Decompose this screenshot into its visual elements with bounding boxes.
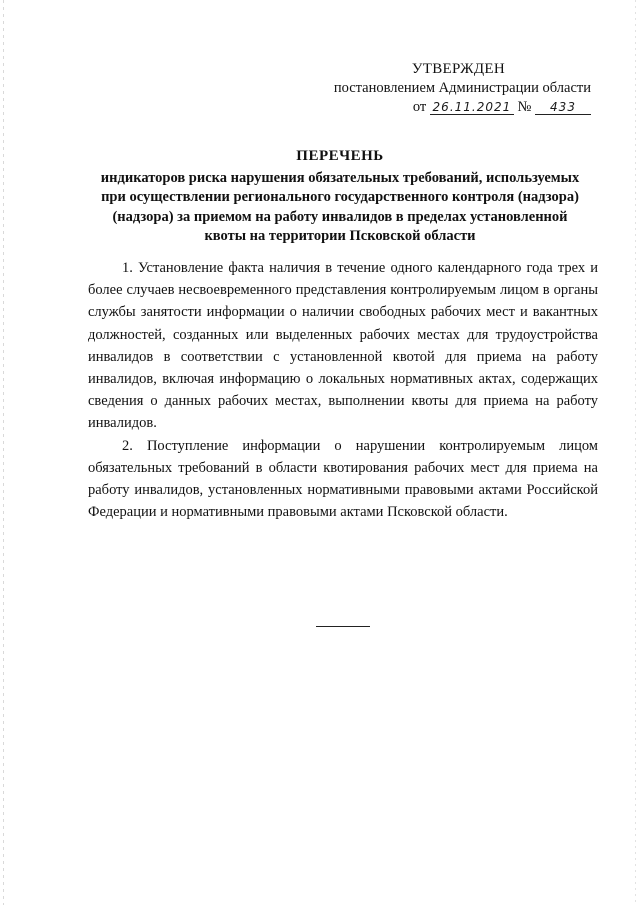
- date-prefix: от: [412, 99, 427, 115]
- approval-block: [291, 60, 591, 117]
- approval-dateline: [291, 98, 591, 117]
- title-line: индикаторов риска нарушения обязательных требований, используемых: [100, 169, 580, 186]
- approval-authority: постановлением Администрации области: [333, 80, 591, 96]
- handwritten-date: 26.11.2021: [430, 100, 514, 115]
- title-heading: ПЕРЕЧЕНЬ: [296, 148, 384, 164]
- document-title: [80, 147, 600, 247]
- title-line: квоты на территории Псковской области: [204, 228, 476, 244]
- list-item: 2. Поступление информации о нарушении контролируемым лицом обязательных требований в области квотирования рабочих мест для приема на работу инвалидов, установленных нормативными правовыми актами Российской Федерации и нормативными правовыми актами Псковской области.: [88, 437, 598, 521]
- handwritten-number: 433: [535, 100, 591, 115]
- document-body: [88, 257, 598, 523]
- closing-rule: [316, 626, 370, 627]
- number-prefix: №: [517, 99, 532, 115]
- title-line: (надзора) за приемом на работу инвалидов в пределах установленной: [112, 208, 568, 225]
- approval-heading: УТВЕРЖДЕН: [411, 61, 505, 77]
- scan-edge-right: [635, 0, 636, 905]
- title-line: при осуществлении регионального государственного контроля (надзора): [101, 189, 579, 205]
- scan-edge-left: [3, 0, 4, 905]
- list-item: 1. Установление факта наличия в течение одного календарного года трех и более случаев несвоевременного представления контролируемым лицом в органы службы занятости информации о наличии свободных рабочих мест и вакантных должностей, созданных или выделенных рабочих местах для трудоустройства инвалидов в соответствии с установленной квотой для приема на работу инвалидов, включая информацию о локальных нормативных актах, содержащих сведения о данных рабочих местах, выполнении квоты для приема на работу инвалидов.: [88, 260, 598, 432]
